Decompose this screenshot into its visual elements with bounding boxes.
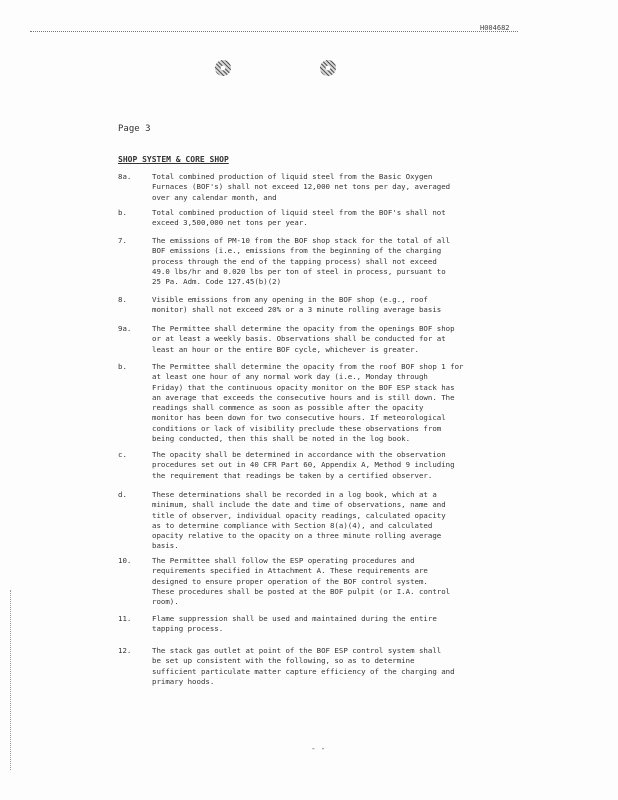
item-text: The emissions of PM-10 from the BOF shop stack for the total of all BOF emissions (i.e., emissions from the beginning of the charging process through the end of the tapping process) shall not exceed 49.0 lbs/hr and 0.020 lbs per ton of steel in process, pursuant to 25 Pa. Adm. Code 127.45(b)(2) [152,236,451,287]
item-text: The Permittee shall determine the opacity from the openings BOF shop or at least a weekly basis. Observations shall be conducted for at least an hour or the entire BOF cycle, whichever is greater. [152,324,455,354]
item-text: The Permittee shall follow the ESP operating procedures and requirements specified in Attachment A. These requirements are designed to ensure proper operation of the BOF control system. These procedures shall be posted at the BOF pulpit (or I.A. control room). [152,556,451,607]
footer-mark: - - [311,744,326,753]
punch-hole-left [215,60,231,76]
item-text: Visible emissions from any opening in the BOF shop (e.g., roof monitor) shall not exceed 20% or a 3 minute rolling average basis [152,295,442,315]
page-number: Page 3 [118,124,151,134]
punch-hole-right [320,60,336,76]
item-text: These determinations shall be recorded in a log book, which at a minimum, shall include the date and time of observations, name and title of observer, individual opacity readings, calculated opacity as to determine compliance with Section 8(a)(4), and calculated opacity relative to the opacity on a three minute rolling average basis. [152,490,446,551]
item-number: 7. [118,236,127,245]
item-number: 12. [118,646,132,655]
item-text: Total combined production of liquid steel from the BOF's shall not exceed 3,500,000 net tons per year. [152,208,446,228]
item-number: 8a. [118,172,132,181]
item-number: 8. [118,295,127,304]
item-number: 11. [118,614,132,623]
item-number: b. [118,208,127,217]
item-text: The stack gas outlet at point of the BOF ESP control system shall be set up consistent with the following, so as to determine sufficient particulate matter capture efficiency of the charging and primary hoods. [152,646,455,686]
item-number: 9a. [118,324,132,333]
section-heading: SHOP SYSTEM & CORE SHOP [118,155,229,164]
item-number: 10. [118,556,132,565]
item-number: c. [118,450,127,459]
item-text: Flame suppression shall be used and maintained during the entire tapping process. [152,614,437,634]
document-id: H004682 [480,24,510,32]
item-number: d. [118,490,127,499]
header-rule [30,31,518,32]
item-text: Total combined production of liquid steel from the Basic Oxygen Furnaces (BOF's) shall not exceed 12,000 net tons per day, averaged over any calendar month, and [152,172,451,202]
item-number: b. [118,362,127,371]
page-edge-mark [10,590,11,770]
item-text: The Permittee shall determine the opacity from the roof BOF shop 1 for at least one hour of any normal work day (i.e., Monday through Friday) that the continuous opacity monitor on the BOF ESP stack has an average that exceeds the consecutive hours and is still down. The readings shall commence as soon as possible after the opacity monitor has been down for two consecutive hours. If meteorological conditions or lack of visibility preclude these observations from being conducted, then this shall be noted in the log book. [152,362,464,444]
item-text: The opacity shall be determined in accordance with the observation procedures set out in 40 CFR Part 60, Appendix A, Method 9 including the requirement that readings be taken by a certified observer. [152,450,455,480]
